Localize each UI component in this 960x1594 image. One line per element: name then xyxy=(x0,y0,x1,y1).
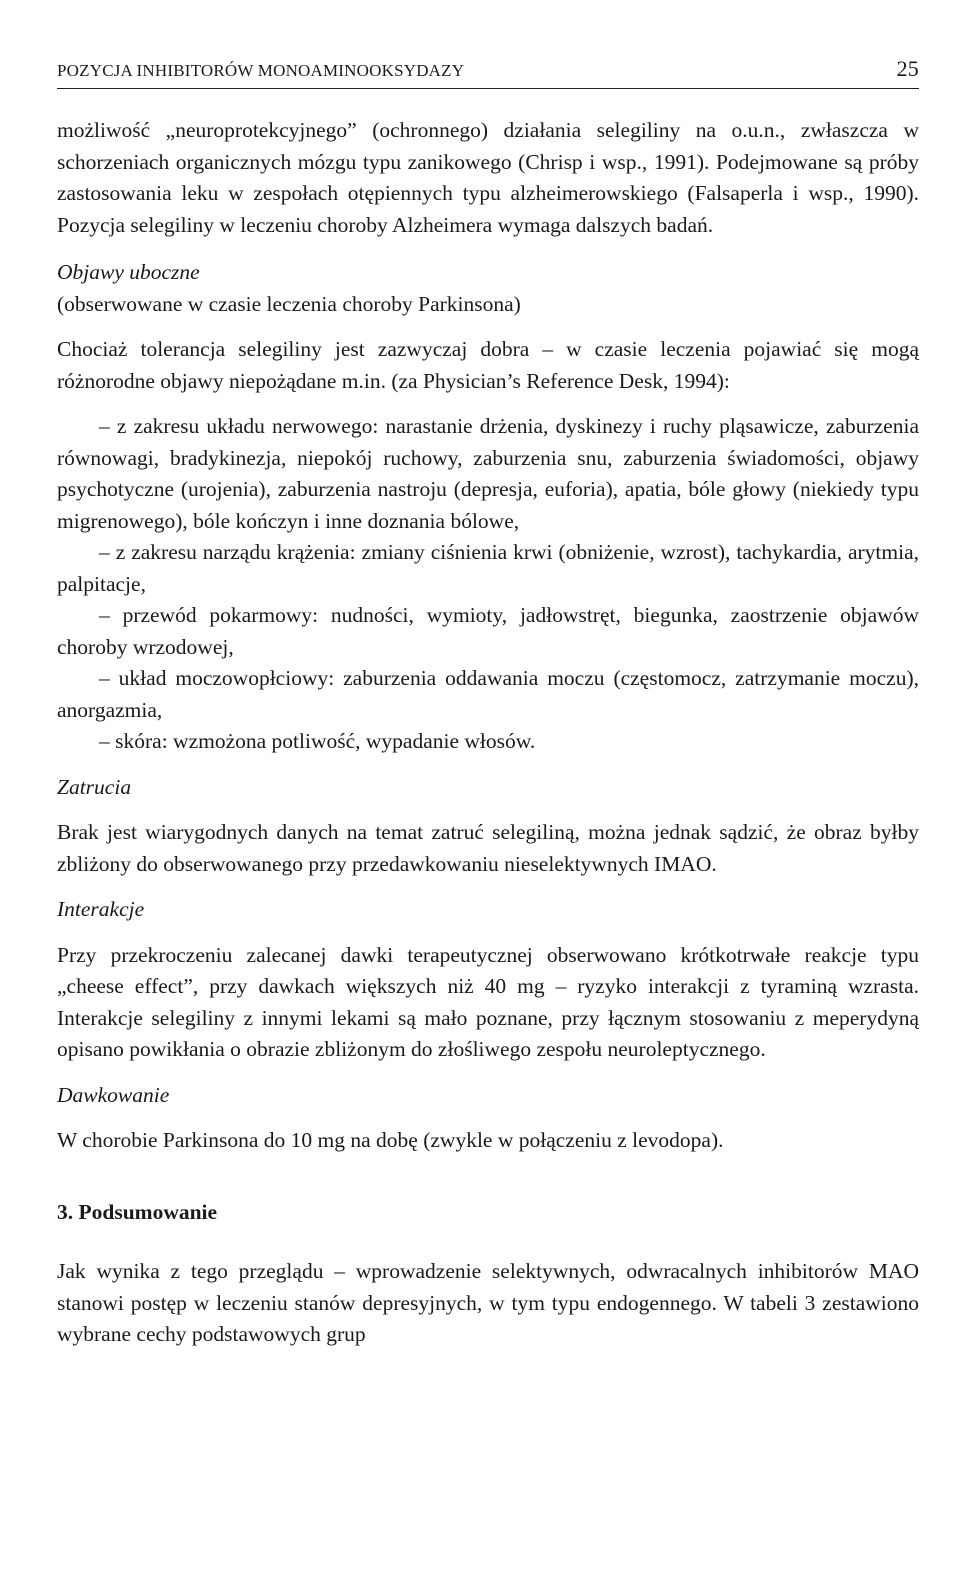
side-effects-intro: Chociaż tolerancja selegiliny jest zazwyczaj dobra – w czasie leczenia pojawiać się mogą różnorodne objawy niepożądane m.in. (za Physician’s Reference Desk, 1994): xyxy=(57,337,919,393)
side-effect-item-digestive: – przewód pokarmowy: nudności, wymioty, jadłowstręt, biegunka, zaostrzenie objawów choroby wrzodowej, xyxy=(57,603,919,659)
poisoning-text: Brak jest wiarygodnych danych na temat zatruć selegiliną, można jednak sądzić, że obraz byłby zbliżony do obserwowanego przy przedawkowaniu nieselektywnych IMAO. xyxy=(57,820,919,876)
interactions-heading: Interakcje xyxy=(57,897,145,921)
poisoning-heading: Zatrucia xyxy=(57,774,132,799)
intro-paragraph: możliwość „neuroprotekcyjnego” (ochronnego) działania selegiliny na o.u.n., zwłaszcza w schorzeniach organicznych mózgu typu zanikowego (Chrisp i wsp., 1991). Podejmowane są próby zastosowania leku w zespołach otępiennych typu alzheimerowskiego (Falsaperla i wsp., 1990). Pozycja selegiliny w leczeniu choroby Alzheimera wymaga dalszych badań. xyxy=(57,118,919,237)
side-effects-subheading: (obserwowane w czasie leczenia choroby Parkinsona) xyxy=(57,291,521,316)
page xyxy=(57,56,919,1351)
side-effect-item-urogenital: – układ moczowopłciowy: zaburzenia oddawania moczu (częstomocz, zatrzymanie moczu), anorgazmia, xyxy=(57,666,919,722)
summary-text: Jak wynika z tego przeglądu – wprowadzenie selektywnych, odwracalnych inhibitorów MAO stanowi postęp w leczeniu stanów depresyjnych, w tym typu endogennego. W tabeli 3 zestawiono wybrane cechy podstawowych grup xyxy=(57,1259,919,1346)
side-effects-heading: Objawy uboczne xyxy=(57,260,200,284)
summary-heading: 3. Podsumowanie xyxy=(57,1199,218,1224)
dosage-text: W chorobie Parkinsona do 10 mg na dobę (zwykle w połączeniu z levodopa). xyxy=(57,1128,724,1152)
side-effect-item-skin: – skóra: wzmożona potliwość, wypadanie włosów. xyxy=(99,729,536,753)
side-effect-item-circulatory: – z zakresu narządu krążenia: zmiany ciśnienia krwi (obniżenie, wzrost), tachykardia, arytmia, palpitacje, xyxy=(57,540,919,596)
side-effect-item-nervous: – z zakresu układu nerwowego: narastanie drżenia, dyskinezy i ruchy pląsawicze, zaburzenia równowagi, bradykinezja, niepokój ruchowy, zaburzenia snu, zaburzenia świadomości, objawy psychotyczne (urojenia), zaburzenia nastroju (depresja, euforia), apatia, bóle głowy (niekiedy typu migrenowego), bóle kończyn i inne doznania bólowe, xyxy=(57,414,919,533)
running-header xyxy=(57,56,919,89)
body-text xyxy=(57,115,919,1351)
interactions-text: Przy przekroczeniu zalecanej dawki terapeutycznej obserwowano krótkotrwałe reakcje typu „cheese effect”, przy dawkach większych niż 40 mg – ryzyko interakcji z tyraminą wzrasta. Interakcje selegiliny z innymi lekami są mało poznane, przy łącznym stosowaniu z meperydyną opisano powikłania o obrazie zbliżonym do złośliwego zespołu neuroleptycznego. xyxy=(57,942,919,1061)
dosage-heading: Dawkowanie xyxy=(57,1082,170,1107)
page-number: 25 xyxy=(896,56,919,81)
running-title: POZYCJA INHIBITORÓW MONOAMINOOKSYDAZY xyxy=(57,61,465,80)
